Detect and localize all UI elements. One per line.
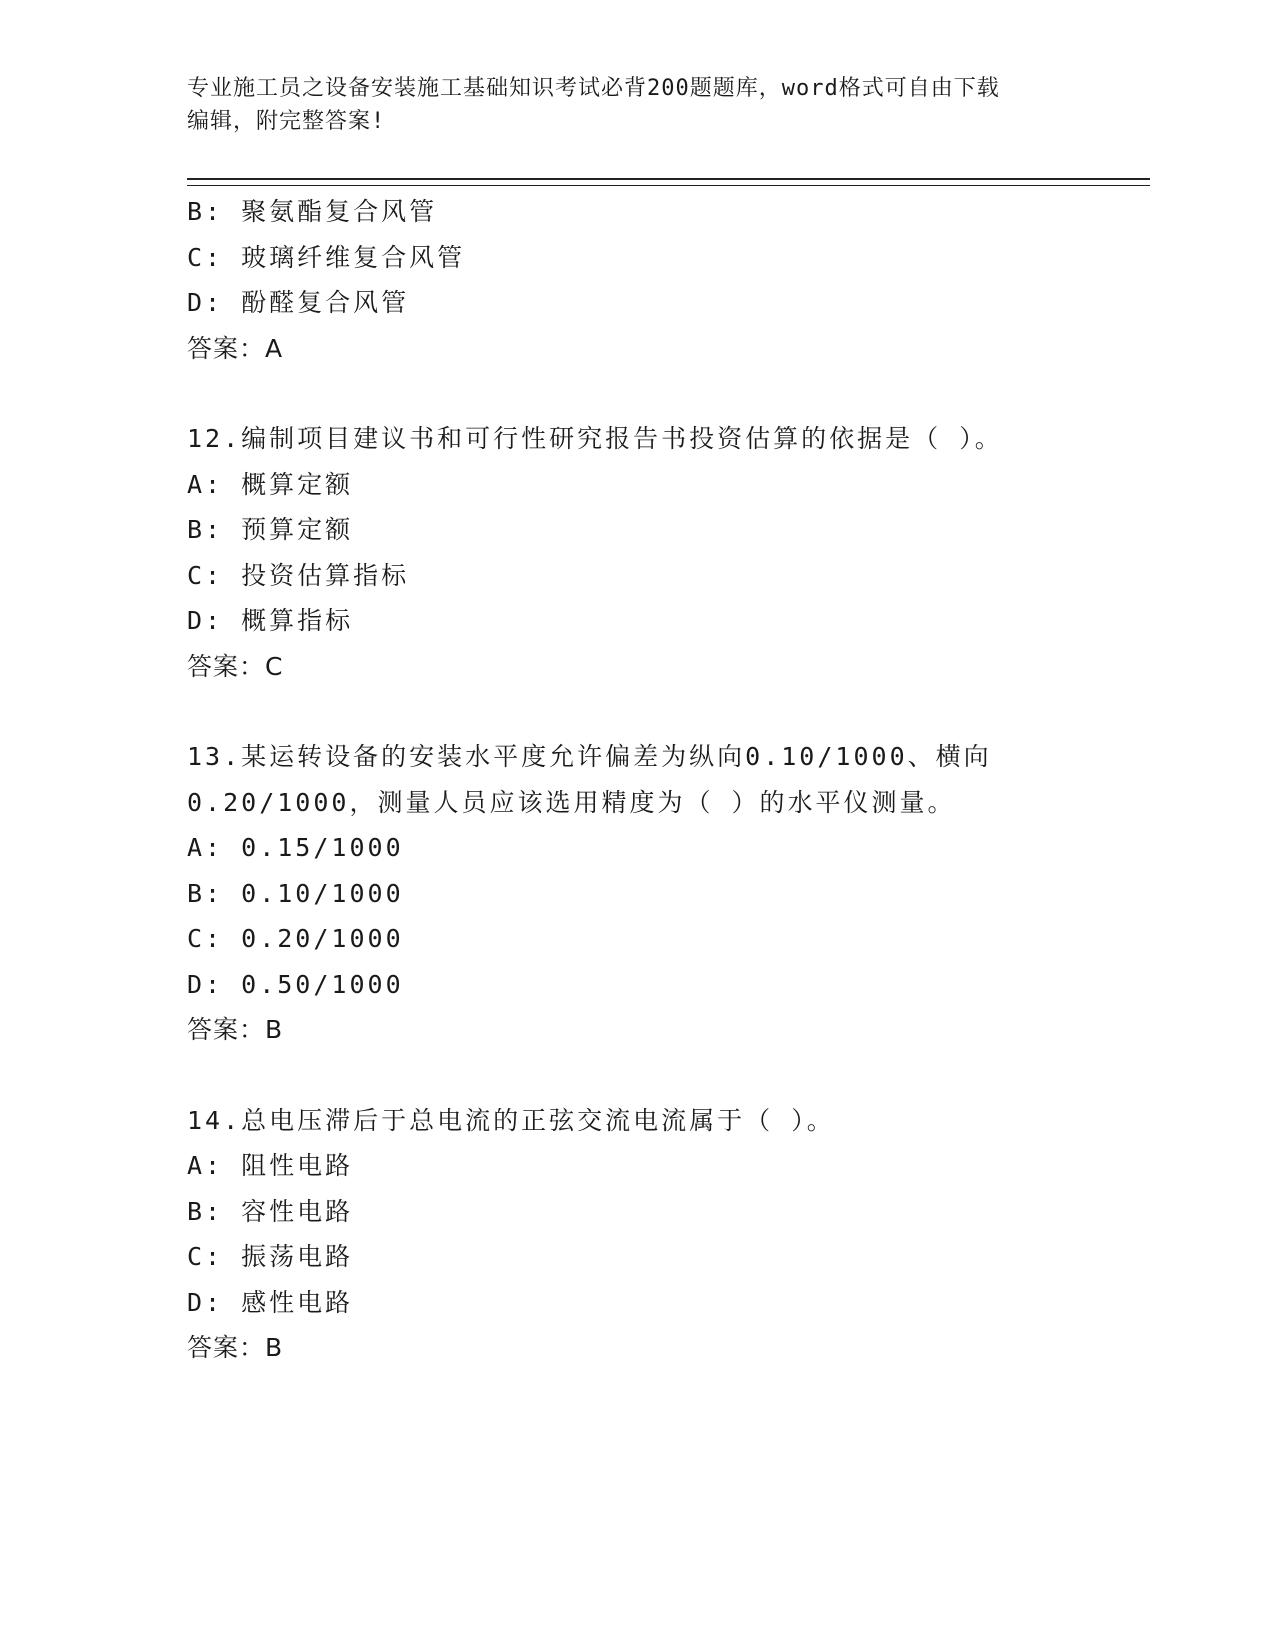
spacer xyxy=(187,1053,1087,1098)
answer: 答案：B xyxy=(187,1333,284,1362)
question-14 xyxy=(187,1098,1087,1371)
spacer xyxy=(187,371,1087,416)
option-b: B: 预算定额 xyxy=(187,515,354,544)
option-c: C: 振荡电路 xyxy=(187,1242,354,1271)
question-stem: 14.总电压滞后于总电流的正弦交流电流属于（ ）。 xyxy=(187,1105,835,1135)
option-d: D: 酚醛复合风管 xyxy=(187,288,410,317)
option-a: A: 阻性电路 xyxy=(187,1151,354,1180)
option-b: B: 0.10/1000 xyxy=(187,878,404,908)
option-d: D: 感性电路 xyxy=(187,1287,354,1317)
option-b: B: 容性电路 xyxy=(187,1196,354,1226)
option-c: C: 投资估算指标 xyxy=(187,560,410,590)
header-title-line-2: 编辑，附完整答案! xyxy=(187,109,386,134)
answer: 答案：A xyxy=(187,333,284,363)
header-divider xyxy=(187,178,1150,186)
header-title-line-1: 专业施工员之设备安装施工基础知识考试必背200题题库，word格式可自由下载 xyxy=(187,76,1000,101)
question-stem-line-1: 13.某运转设备的安装水平度允许偏差为纵向0.10/1000、横向 xyxy=(187,742,992,771)
question-13 xyxy=(187,734,1087,1053)
question-11 xyxy=(187,189,1087,371)
question-12 xyxy=(187,416,1087,689)
page-header xyxy=(187,72,1067,138)
answer: 答案：C xyxy=(187,651,284,681)
answer: 答案：B xyxy=(187,1015,284,1044)
spacer xyxy=(187,689,1087,734)
option-a: A: 概算定额 xyxy=(187,469,354,499)
option-d: D: 0.50/1000 xyxy=(187,969,404,999)
option-a: A: 0.15/1000 xyxy=(187,833,404,862)
option-d: D: 概算指标 xyxy=(187,606,354,635)
document-body xyxy=(187,189,1087,1371)
question-stem-line-2: 0.20/1000，测量人员应该选用精度为（ ）的水平仪测量。 xyxy=(187,787,956,817)
option-c: C: 0.20/1000 xyxy=(187,924,404,953)
question-stem: 12.编制项目建议书和可行性研究报告书投资估算的依据是（ ）。 xyxy=(187,424,1003,453)
option-c: C: 玻璃纤维复合风管 xyxy=(187,242,466,272)
option-b: B: 聚氨酯复合风管 xyxy=(187,197,438,226)
